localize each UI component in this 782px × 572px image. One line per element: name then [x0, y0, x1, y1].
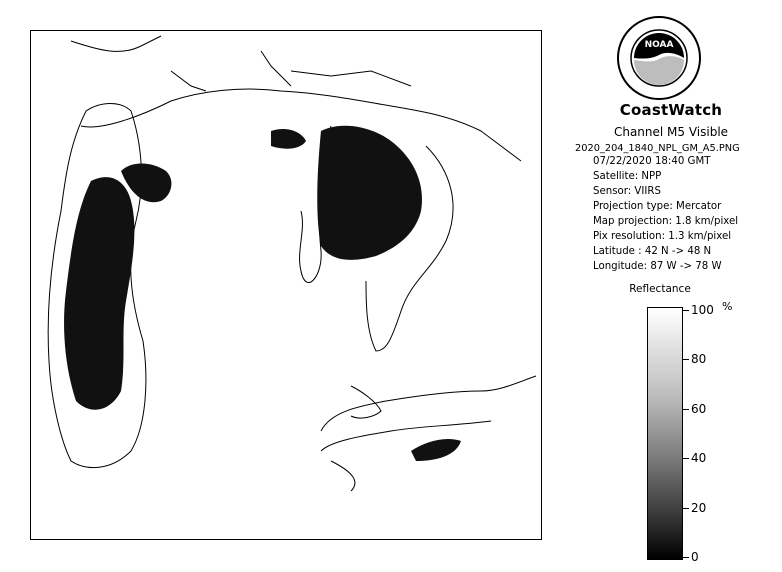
- longitude: Longitude: 87 W -> 78 W: [593, 261, 722, 272]
- colorbar-tick-label: 40: [691, 451, 707, 466]
- projection-type: Projection type: Mercator: [593, 201, 722, 212]
- channel-label: Channel M5 Visible: [613, 125, 729, 139]
- colorbar: [647, 307, 683, 560]
- cloud-cover: [64, 126, 461, 461]
- colorbar-tick: [683, 458, 689, 459]
- colorbar-tick: [683, 508, 689, 509]
- page-title: CoastWatch: [619, 101, 723, 119]
- filename: 2020_204_1840_NPL_GM_A5.PNG: [575, 143, 740, 154]
- colorbar-tick: [683, 359, 689, 360]
- colorbar-title: Reflectance: [629, 283, 691, 295]
- colorbar-unit: %: [722, 300, 733, 313]
- map-image: [31, 31, 542, 540]
- latitude: Latitude : 42 N -> 48 N: [593, 246, 712, 257]
- colorbar-tick-label: 0: [691, 550, 699, 564]
- colorbar-tick: [683, 409, 689, 410]
- colorbar-tick-label: 100: [691, 303, 714, 317]
- logo-label: NOAA: [644, 40, 674, 50]
- colorbar-tick-label: 20: [691, 500, 707, 515]
- datetime: 07/22/2020 18:40 GMT: [593, 156, 711, 167]
- pix-resolution: Pix resolution: 1.3 km/pixel: [593, 231, 732, 242]
- satellite: Satellite: NPP: [593, 171, 662, 182]
- noaa-logo: [616, 15, 702, 101]
- colorbar-tick-label: 60: [691, 401, 707, 416]
- colorbar-tick-label: 80: [691, 352, 707, 367]
- map-projection: Map projection: 1.8 km/pixel: [593, 216, 739, 227]
- colorbar-tick: [683, 310, 689, 311]
- sensor: Sensor: VIIRS: [593, 186, 661, 197]
- map-frame: [30, 30, 542, 540]
- colorbar-tick: [683, 557, 689, 558]
